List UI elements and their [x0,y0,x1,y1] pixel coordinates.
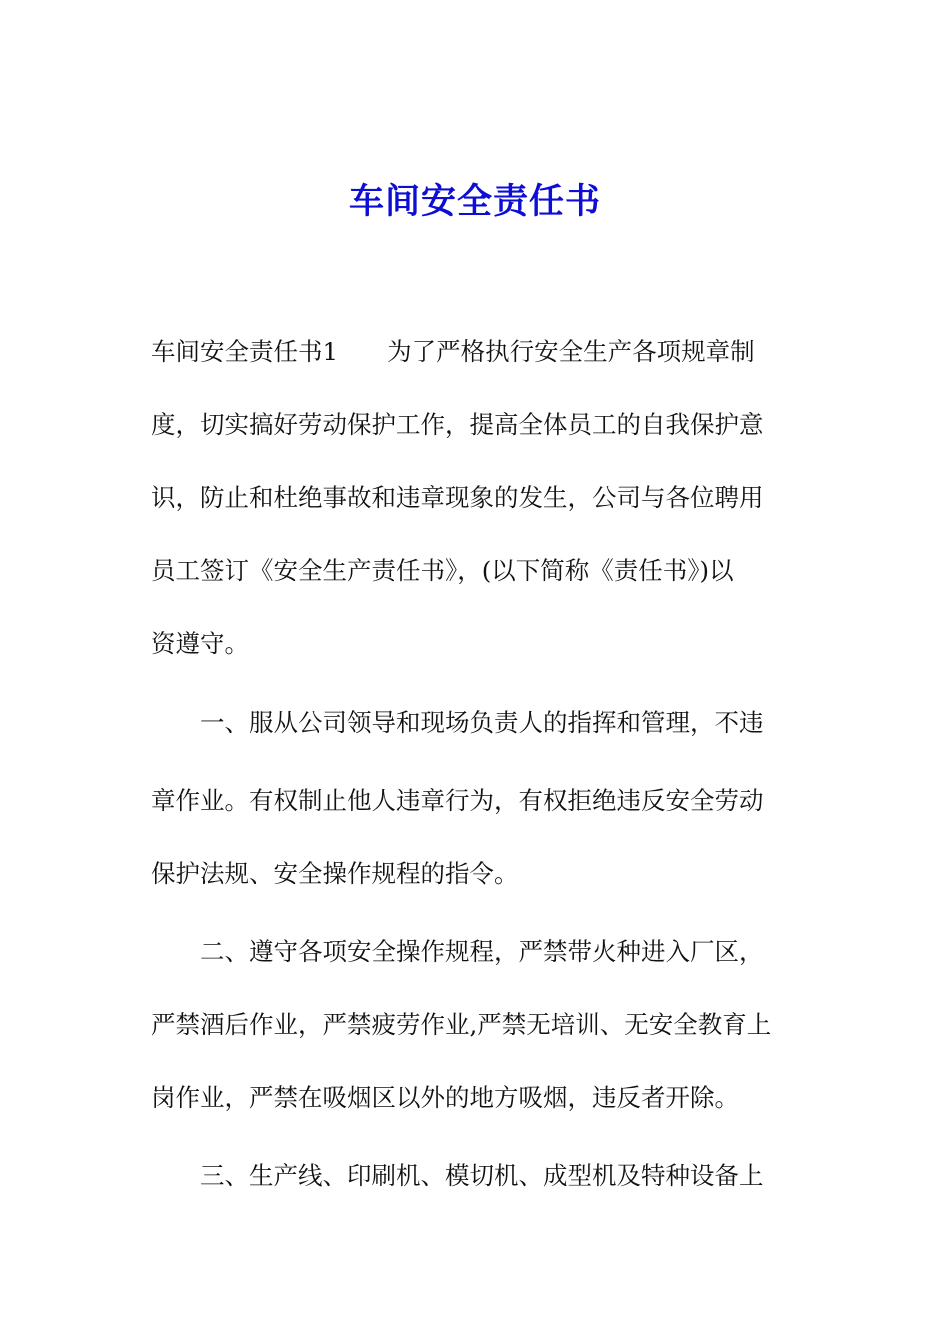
item-2-line-3: 岗作业，严禁在吸烟区以外的地方吸烟，违反者开除。 [151,1083,739,1112]
item-2-line-2: 严禁酒后作业，严禁疲劳作业,严禁无培训、无安全教育上 [151,1010,772,1039]
intro-line-1: 车间安全责任书1 为了严格执行安全生产各项规章制 [151,337,755,366]
item-2-line-1: 二、遵守各项安全操作规程，严禁带火种进入厂区， [200,937,764,966]
intro-line-2: 度，切实搞好劳动保护工作，提高全体员工的自我保护意 [151,410,764,439]
intro-line-5: 资遵守。 [151,629,249,658]
intro-line-3: 识，防止和杜绝事故和违章现象的发生，公司与各位聘用 [151,483,764,512]
item-1-line-2: 章作业。有权制止他人违章行为，有权拒绝违反安全劳动 [151,786,764,815]
item-1-line-1: 一、服从公司领导和现场负责人的指挥和管理，不违 [200,708,764,737]
item-1-line-3: 保护法规、安全操作规程的指令。 [151,859,519,888]
intro-line-4: 员工签订《安全生产责任书》，(以下简称《责任书》)以 [151,556,734,585]
item-3-line-1: 三、生产线、印刷机、模切机、成型机及特种设备上 [200,1161,764,1190]
document-title: 车间安全责任书 [348,181,601,222]
